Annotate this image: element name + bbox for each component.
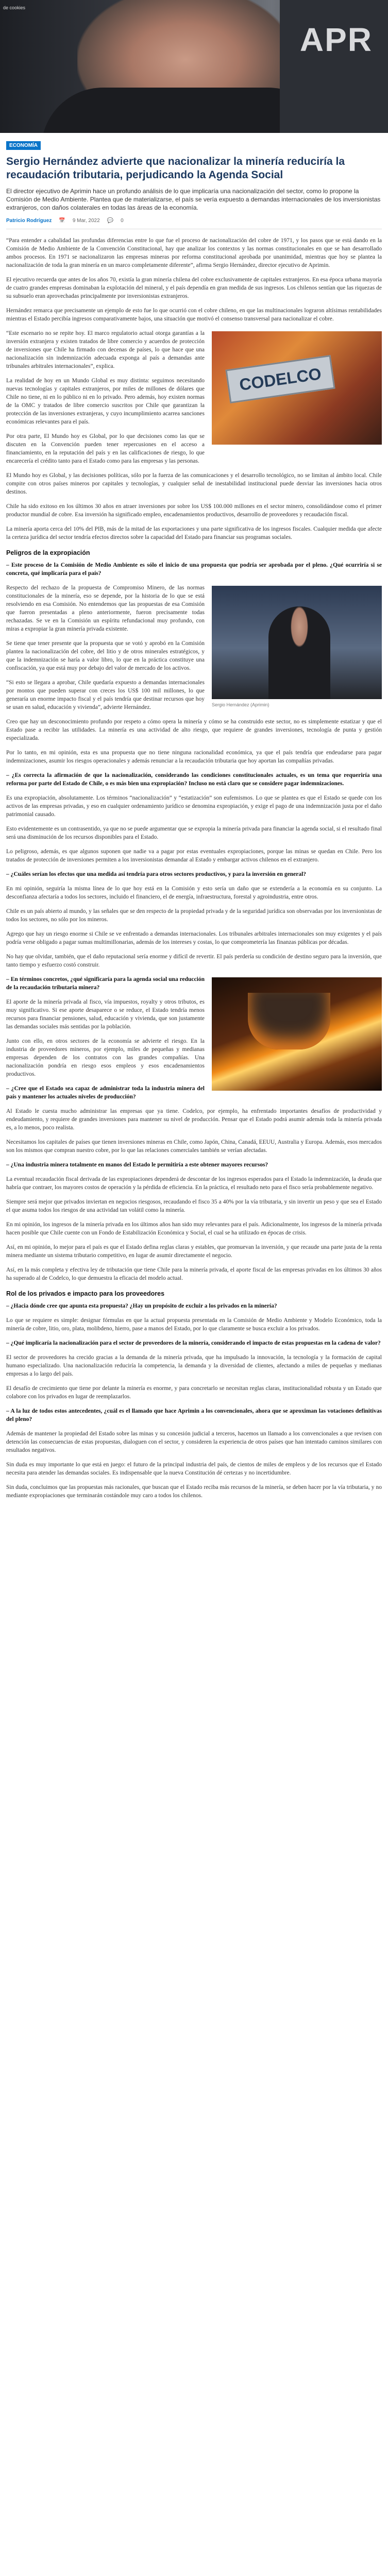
- article-paragraph: El aporte de la minería privada al fisco, vía impuestos, royalty y otros tributos, es muy significativo. Si ese aporte desaparece o se reduce, el Estado tendría menos recursos para financiar pensiones, salud, educación y vivienda, que son justamente las demandas sociales más sentidas por la población.: [6, 999, 205, 1030]
- article-paragraph: Así, en la más completa y efectiva ley de tributación que tiene Chile para la minería privada, el aporte fiscal de las empresas privadas en los últimos 30 años ha superado al de Codelco, lo que demuestra la eficacia del modelo actual.: [6, 1267, 382, 1281]
- article-paragraph: Es una expropiación, absolutamente. Los términos “nacionalización” y “estatización” son eufemismos. Lo que se plantea es que el Estado se quede con los activos de las empresas privadas, y eso en cualquier ordenamiento jurídico se denomina expropiación, y exige el pago de una indemnización justa por el daño patrimonial causado.: [6, 795, 382, 818]
- article-paragraph: Lo peligroso, además, es que algunos suponen que nadie va a pagar por estas eventuales expropiaciones, porque las minas se quedan en Chile. Pero los tratados de protección de inversiones permiten a los inversionistas demandar al Estado y embargar activos chilenos en el extranjero.: [6, 849, 382, 863]
- article-paragraph: Agrego que hay un riesgo enorme si Chile se ve enfrentado a demandas internacionales. Los tribunales arbitrales internacionales son muy exigentes y el país podría verse obligado a pagar sumas multimillonarias, además de los intereses y costas, lo que comprometería las finanzas públicas por décadas.: [6, 931, 382, 945]
- article-paragraph: Esto evidentemente es un contrasentido, ya que no se puede argumentar que se expropia la minería privada para financiar la agenda social, si el resultado final será una disminución de los recursos disponibles para el Estado.: [6, 826, 382, 840]
- hero-image: [0, 0, 388, 133]
- article-paragraph: Hernández remarca que precisamente un ejemplo de esto fue lo que ocurrió con el cobre chileno, en que las multinacionales lograron altísimas rentabilidades mientras el Estado percibía ingresos comparativamente bajos, una situación que motivó el consenso transversal para nacionalizar el cobre.: [6, 308, 382, 322]
- codelco-sign: CODELCO: [225, 355, 335, 403]
- codelco-photo: [212, 331, 382, 446]
- article-paragraph: – ¿Hacia dónde cree que apunta esta propuesta? ¿Hay un propósito de excluir a los privados en la minería?: [6, 1303, 277, 1309]
- article-lede: El director ejecutivo de Aprimin hace un profundo análisis de lo que implicaría una nacionalización del sector, como lo propone la Comisión de Medio Ambiente. Plantea que de materializarse, el país se vería expuesto a demandas internacionales de los inversionistas extranjeros, con daños colaterales en todas las áreas de la economía.: [6, 188, 381, 211]
- comment-icon[interactable]: 💬: [107, 218, 114, 224]
- calendar-icon: 📅: [59, 218, 65, 224]
- article-paragraph: La eventual recaudación fiscal derivada de las expropiaciones dependerá de descontar de los ingresos esperados para el Estado la indemnización, la deuda que habría que contraer, los mayores costos de operación y la pérdida de eficiencia. En la práctica, el resultado neto para el fisco sería probablemente negativo.: [6, 1176, 382, 1191]
- article-paragraph: – ¿Qué implicaría la nacionalización para el sector de proveedores de la minería, considerando el impacto de estas propuestas en la cadena de valor?: [6, 1340, 381, 1346]
- article-paragraph: Siempre será mejor que privados inviertan en negocios riesgosos, recaudando el fisco 35 a 40% por la vía tributaria, y sin invertir un peso y que sea el Estado el que asuma todos los riesgos de una actividad tan volátil como la minería.: [6, 1199, 382, 1213]
- speaker-photo: [212, 586, 382, 709]
- article-paragraph: La realidad de hoy en un Mundo Global es muy distinta: seguimos necesitando nuevas tecnologías y capitales extranjeros, por miles de millones de dólares que Chile no tiene, ni en lo público ni en lo privado. Pero además, hoy existen normas de la OMC y tratados de libre comercio suscritos por Chile que garantizan la protección de las inversiones extranjeras, y cuyo incumplimiento acarrea sanciones económicas relevantes para el país.: [6, 378, 205, 425]
- article-paragraph: Sin duda, concluimos que las propuestas más racionales, que buscan que el Estado reciba más recursos de la minería, se deben hacer por la vía tributaria, y no mediante expropiaciones que terminarán costándole muy caro a todos los chilenos.: [6, 1484, 382, 1499]
- article-paragraph: – ¿Cree que el Estado sea capaz de administrar toda la industria minera del país y mantener los actuales niveles de producción?: [6, 1086, 205, 1100]
- article-paragraph: “Para entender a cabalidad las profundas diferencias entre lo que fue el proceso de nacionalización del cobre de 1971, y los pasos que se está dando en la Comisión de Medio Ambiente de la Convención Constitucional, hay que analizar los contextos y las normas constitucionales en que se han desarrollado ambos procesos. En 1971 se nacionalizaron las empresas mineras por reforma constitucional aprobada por unanimidad, mientras que hoy se plantea la nacionalización de toda la gran minería en un marco completamente diferente”, afirma Sergio Hernández, director ejecutivo de Aprimin.: [6, 238, 382, 268]
- article-paragraph: No hay que olvidar, también, que el daño reputacional sería enorme y difícil de revertir. El país perdería su condición de destino seguro para la inversión, que tanto tiempo y esfuerzo costó construir.: [6, 954, 382, 968]
- logo-backdrop: [280, 0, 388, 133]
- article-paragraph: Al Estado le cuesta mucho administrar las empresas que ya tiene. Codelco, por ejemplo, ha enfrentado importantes desafíos de productividad y endeudamiento, y requiere de grandes inversiones para mantener su nivel de producción. Pensar que el Estado podrá asumir además toda la minería privada es, a lo menos, poco realista.: [6, 1108, 382, 1131]
- photo-caption: Sergio Hernández (Aprimin): [212, 702, 269, 707]
- article-paragraph: – A la luz de todos estos antecedentes, ¿cuál es el llamado que hace Aprimin a los convencionales, ahora que se aproximan las votaciones definitivas del pleno?: [6, 1408, 382, 1422]
- paragraph-group: [6, 236, 382, 323]
- article-paragraph: Junto con ello, en otros sectores de la economía se advierte el riesgo. En la industria de proveedores mineros, por ejemplo, miles de pequeñas y medianas empresas dependen de los contratos con las grandes compañías. Una nacionalización pondría en riesgo esos empleos y esos encadenamientos productivos.: [6, 1038, 205, 1077]
- aprimin-logo: APR: [299, 21, 373, 58]
- section-heading: Rol de los privados e impacto para los proveedores: [6, 1290, 165, 1297]
- article-paragraph: El Mundo hoy es Global, y las decisiones políticas, sólo por la fuerza de las comunicaciones y el desarrollo tecnológico, no se limitan al ámbito local. Chile compite con otros países mineros por capitales y tecnologías, y cualquier señal de inestabilidad institucional puede desviar las inversiones hacia otros destinos.: [6, 472, 382, 495]
- section-badge[interactable]: ECONOMÍA: [6, 141, 41, 150]
- paragraph-group: [6, 561, 382, 578]
- article-paragraph: “Este escenario no se repite hoy. El marco regulatorio actual otorga garantías a la inversión extranjera y existen tratados de libre comercio y acuerdos de protección de inversiones que Chile ha firmado con decenas de países, lo que hace que una nacionalización sin indemnización adecuada exponga al país a demandas ante tribunales arbitrales internacionales”, explica.: [6, 330, 205, 369]
- byline: [6, 218, 382, 229]
- article-paragraph: – En términos concretos, ¿qué significaría para la agenda social una reducción de la recaudación tributaria minera?: [6, 976, 205, 991]
- excavator-bucket: [248, 993, 330, 1049]
- hero-caption: de cookies: [3, 5, 26, 10]
- article-paragraph: Lo que se requiere es simple: designar fórmulas en que la actual propuesta presentada en la Comisión de Medio Ambiente y Modelo Económico, toda la minería de cobre, litio, oro, plata, molibdeno, hierro, pase a manos del Estado, por lo que claramente se busca excluir a los privados.: [6, 1317, 382, 1332]
- article-paragraph: Así, en mi opinión, lo mejor para el país es que el Estado defina reglas claras y estables, que promuevan la inversión, y que recaude una parte justa de la renta minera mediante un sistema tributario competitivo, en lugar de asumir directamente el negocio.: [6, 1244, 382, 1259]
- article-body: [0, 236, 388, 1506]
- article-paragraph: Creo que hay un desconocimiento profundo por respeto a cómo opera la minería y cómo se ha construido este sector, no es simplemente estatizar y que el Estado pase a recibir las utilidades. La minería es una actividad de alto riesgo, que requiere de grandes inversiones, tecnología de punta y gestión especializada.: [6, 719, 382, 741]
- article-paragraph: Chile ha sido exitoso en los últimos 30 años en atraer inversiones por sobre los US$ 100.000 millones en el sector minero, consolidándose como el primer productor mundial de cobre. Esa inversión ha significado empleo, encadenamientos productivos, desarrollo de proveedores y recaudación fiscal.: [6, 503, 382, 518]
- article-paragraph: Respecto del rechazo de la propuesta de Compromiso Minero, de las normas constitucionales de la minería, eso se depende, por la historia de lo que se está resolviendo en esa Comisión. No entendemos que las propuestas de esa Comisión que fueron presentadas a pleno anteriormente, fueron precisamente todas rechazadas. Se ve en la Comisión un espíritu refundacional muy profundo, con miras a expropiar la gran minería privada existente.: [6, 585, 205, 632]
- author-link[interactable]: Patricio Rodríguez: [6, 218, 52, 224]
- article-date: 9 Mar, 2022: [72, 218, 100, 224]
- article-paragraph: Necesitamos los capitales de países que tienen inversiones mineras en Chile, como Japón, China, Canadá, EEUU, Australia y Europa. Además, esos mercados son los mismos que compran nuestro cobre, por lo que las relaciones comerciales también se verían afectadas.: [6, 1139, 382, 1154]
- paragraph-group: [6, 502, 382, 541]
- paragraph-group: [6, 1175, 382, 1282]
- article-paragraph: Se tiene que tener presente que la propuesta que se votó y aprobó en la Comisión plantea la nacionalización del cobre, del litio y de otros minerales estratégicos, y que la indemnización se haría a valor libro, lo que en la práctica constituye una confiscación, ya que está muy por debajo del valor de mercado de los activos.: [6, 640, 205, 671]
- article-paragraph: La minería aporta cerca del 10% del PIB, más de la mitad de las exportaciones y una parte significativa de los ingresos fiscales. Cualquier medida que afecte la certeza jurídica del sector tendría efectos directos sobre la capacidad del Estado para financiar sus programas sociales.: [6, 526, 382, 540]
- article-paragraph: En mi opinión, seguiría la misma línea de lo que hoy está en la Comisión y esto sería un daño que se extendería a la economía en su conjunto. La desconfianza afectaría a todos los sectores, incluido el financiero, el de energía, infraestructura, forestal y agroindustria, entre otros.: [6, 886, 382, 900]
- article-paragraph: – ¿Cuáles serían los efectos que una medida así tendría para otros sectores productivos, y para la inversión en general?: [6, 871, 307, 877]
- speaker-figure: [268, 606, 330, 699]
- article-paragraph: Chile es un país abierto al mundo, y las señales que se den respecto de la propiedad privada y de la seguridad jurídica son observadas por los inversionistas de todos los sectores, no sólo por los mineros.: [6, 908, 382, 923]
- paragraph-group: [6, 794, 382, 969]
- article-paragraph: Por lo tanto, en mi opinión, esta es una propuesta que no tiene ninguna racionalidad económica, ya que el país tendría que endeudarse para pagar indemnizaciones, asumir los riesgos operacionales y además renunciar a la recaudación tributaria que hoy aportan las compañías privadas.: [6, 750, 382, 764]
- comment-count[interactable]: 0: [121, 218, 124, 224]
- article-title: Sergio Hernández advierte que nacionalizar la minería reduciría la recaudación tributaria, perjudicando la Agenda Social: [6, 156, 345, 181]
- article-paragraph: “Si esto se llegara a aprobar, Chile quedaría expuesto a demandas internacionales por montos que pueden superar con creces los US$ 100 mil millones, lo que generaría un enorme impacto fiscal y el país tendría que destinar recursos que hoy se usan en salud, educación y vivienda”, advierte Hernández.: [6, 680, 205, 710]
- article-paragraph: Sin duda es muy importante lo que está en juego: el futuro de la principal industria del país, de cientos de miles de empleos y de los recursos que el Estado necesita para atender las demandas sociales. Es indispensable que la nueva Constitución dé certezas y no incertidumbre.: [6, 1462, 382, 1476]
- article-paragraph: – ¿Una industria minera totalmente en manos del Estado le permitiría a este obtener mayores recursos?: [6, 1162, 268, 1168]
- article-paragraph: Además de mantener la propiedad del Estado sobre las minas y su concesión judicial a terceros, hacemos un llamado a los convencionales a que revisen con detención las consecuencias de estas propuestas, dialoguen con el sector, y consideren la experiencia de otros países que han intentado caminos similares con resultados negativos.: [6, 1431, 382, 1453]
- mine-photo: [212, 977, 382, 1092]
- article-paragraph: Por otra parte, El Mundo hoy es Global, por lo que decisiones como las que se discuten en la Convención pueden tener repercusiones en el acceso a financiamiento, en la reputación del país y en las calificaciones de riesgo, lo que encarecería el crédito tanto para el Estado como para las empresas y las personas.: [6, 433, 205, 464]
- section-heading: Peligros de la expropiación: [6, 549, 90, 556]
- article-paragraph: El desafío de crecimiento que tiene por delante la minería es enorme, y para concretarlo se necesitan reglas claras, institucionalidad robusta y un Estado que colabore con los privados en lugar de reemplazarlos.: [6, 1385, 382, 1400]
- paragraph-group: [6, 1302, 382, 1500]
- article-paragraph: – Este proceso de la Comisión de Medio Ambiente es sólo el inicio de una propuesta que podría ser aprobada por el pleno. ¿Qué ocurriría si se concreta, qué implicaría para el país?: [6, 562, 382, 577]
- article-paragraph: El sector de proveedores ha crecido gracias a la demanda de la minería privada, que ha impulsado la innovación, la tecnología y la formación de capital humano especializado. Una nacionalización reduciría la competencia, la demanda y la diversidad de clientes, afectando a miles de pequeñas y medianas empresas a lo largo del país.: [6, 1354, 382, 1377]
- article-paragraph: En mi opinión, los ingresos de la minería privada en los últimos años han sido muy relevantes para el país. Adicionalmente, los ingresos de la minería privada hacen posible que Chile cuente con un Fondo de Estabilización Económica y Social, el cual se ha utilizado en épocas de crisis.: [6, 1222, 382, 1236]
- paragraph-group: [6, 749, 382, 788]
- article-paragraph: – ¿Es correcta la afirmación de que la nacionalización, considerando las condiciones constitucionales actuales, es un tema que requeriría una reforma por parte del Estado de Chile, o es más bien una expropiación? Incluso no está claro que se considere pagar indemnizaciones.: [6, 772, 382, 787]
- article-paragraph: El ejecutivo recuerda que antes de los años 70, existía la gran minería chilena del cobre exclusivamente de capitales extranjeros. En esa época urbana mayoría de cuatro grandes empresas dominaban la explotación del mineral, y el país dependía en gran medida de sus ingresos. Los chilenos sentían que las riquezas de su subsuelo eran aprovechadas principalmente por inversionistas extranjeros.: [6, 277, 382, 299]
